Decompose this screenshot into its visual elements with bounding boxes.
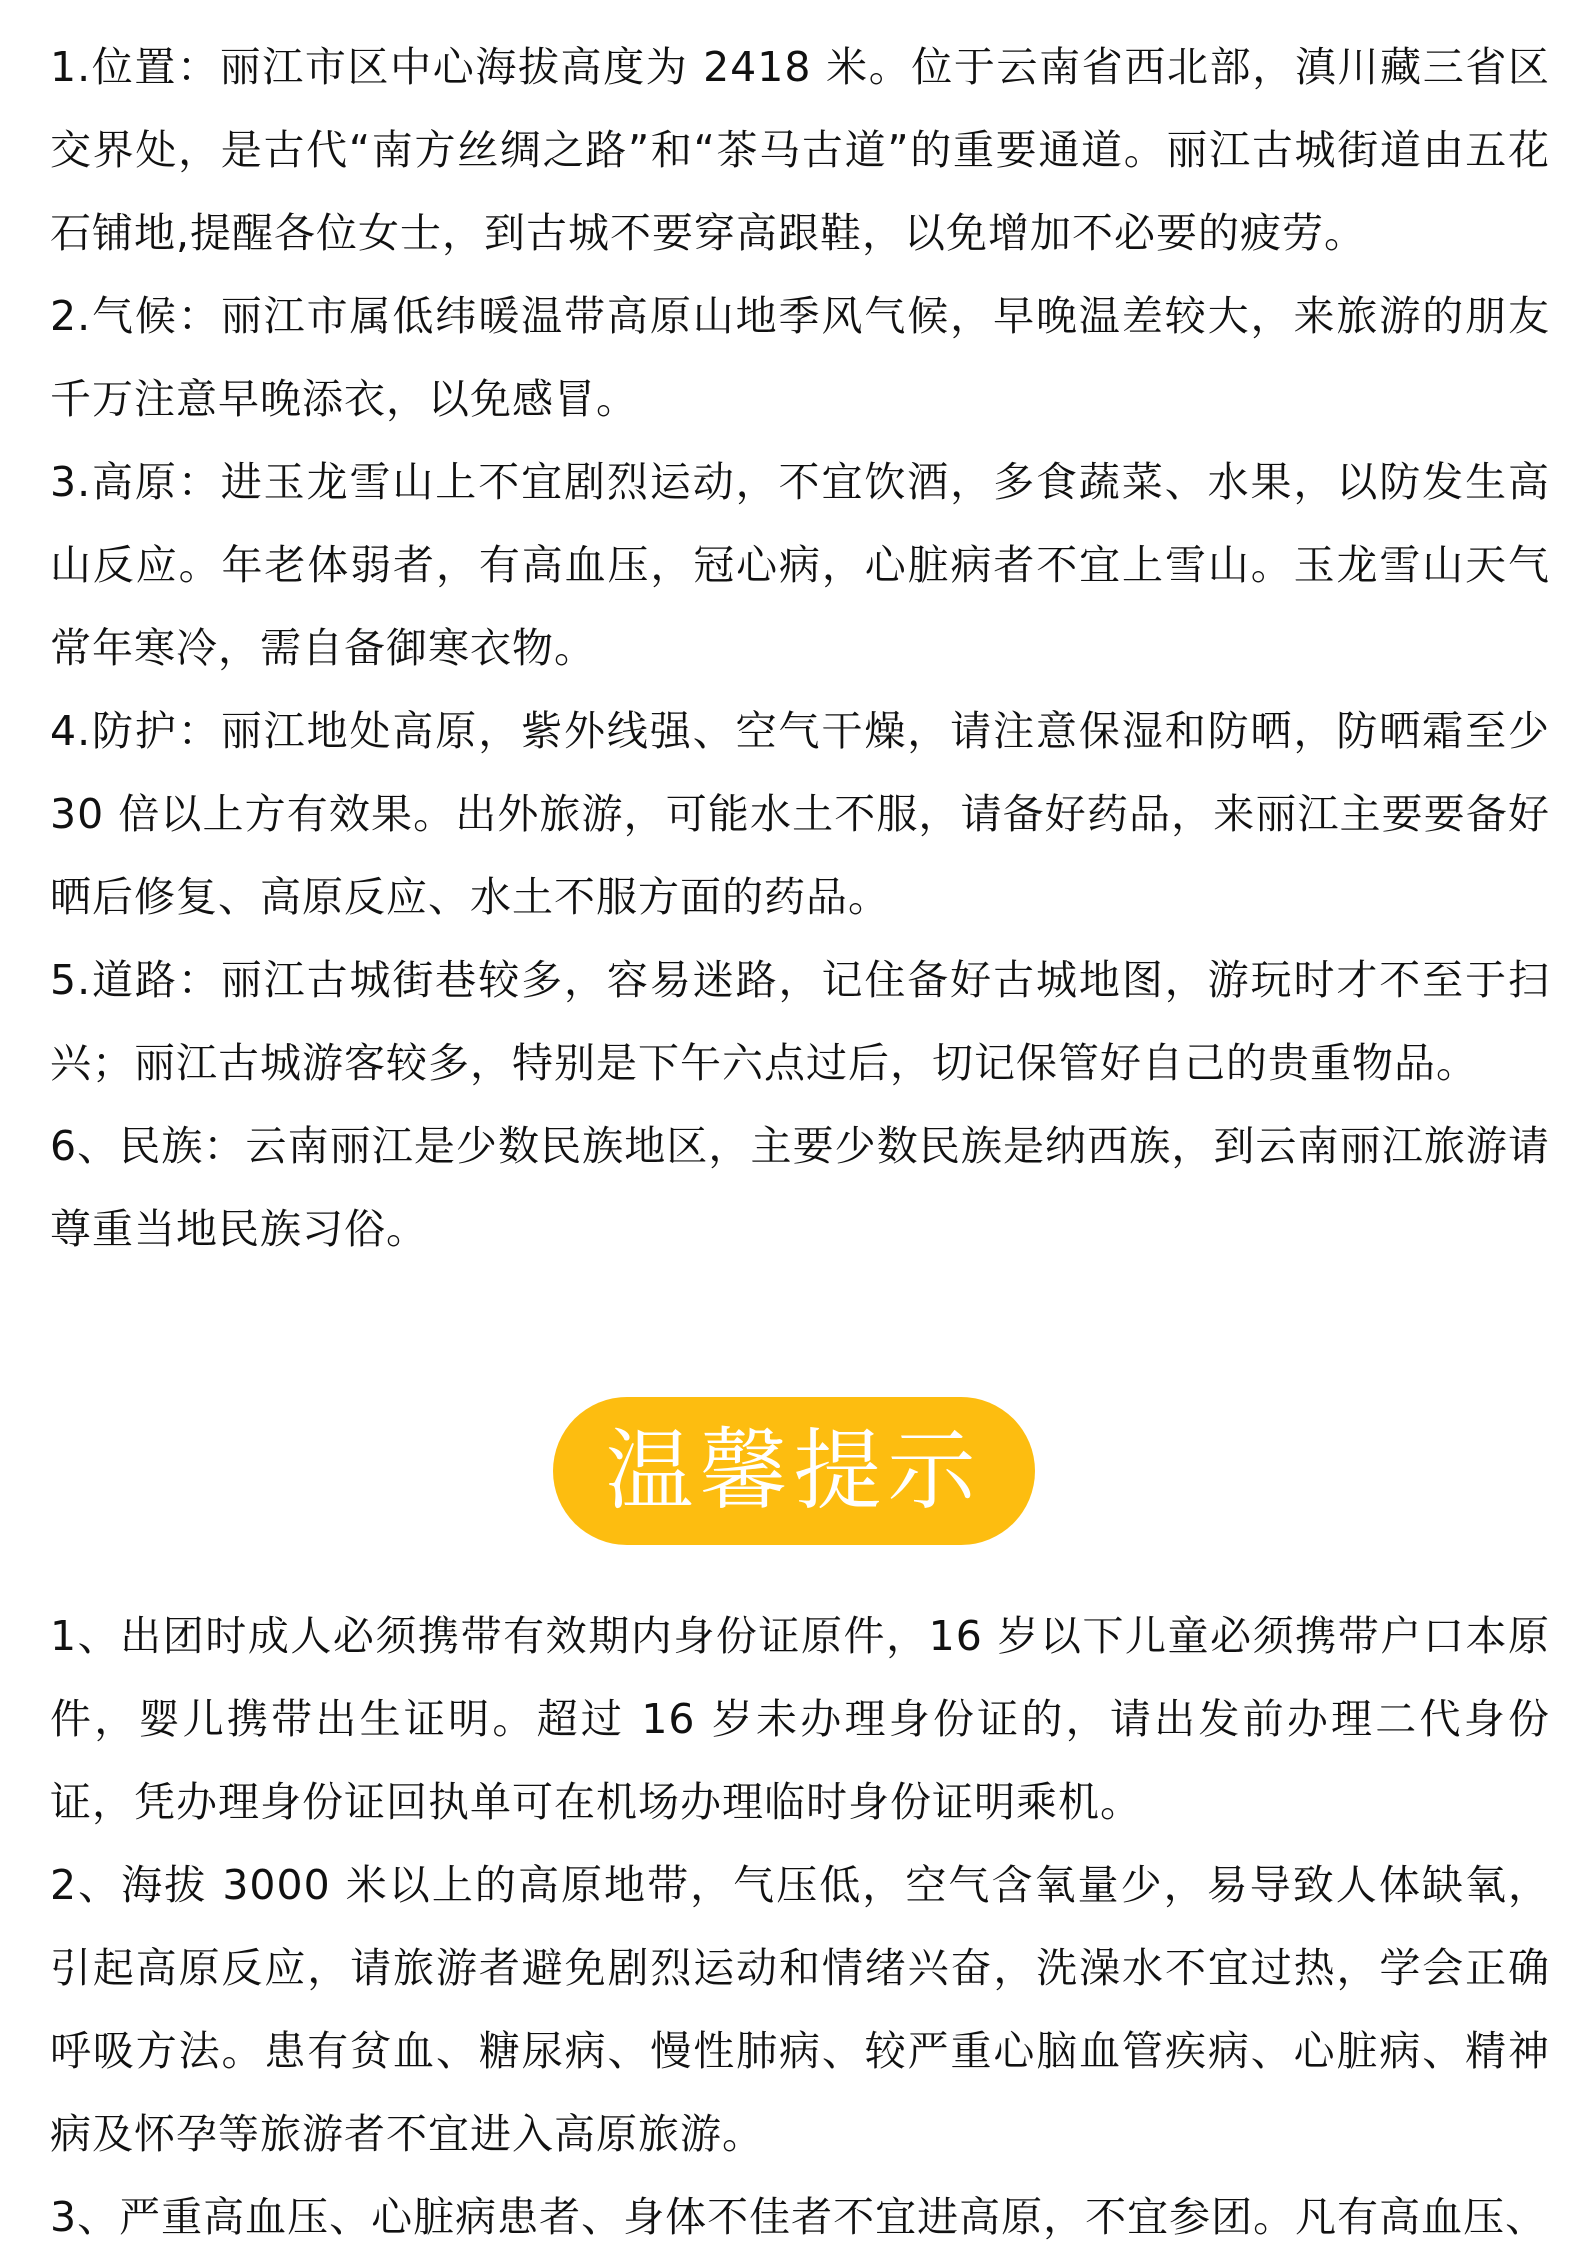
note-climate: 2.气候：丽江市属低纬暖温带高原山地季风气候，早晚温差较大，来旅游的朋友千万注意早晚添衣，以免感冒。	[50, 292, 1550, 423]
note-protection: 4.防护：丽江地处高原，紫外线强、空气干燥，请注意保湿和防晒，防晒霜至少 30 倍以上方有效果。出外旅游，可能水土不服，请备好药品，来丽江主要要备好晒后修复、高原反应、水土不服方面的药品。	[50, 707, 1550, 921]
note-altitude: 3.高原：进玉龙雪山上不宜剧烈运动，不宜饮酒，多食蔬菜、水果，以防发生高山反应。年老体弱者，有高血压，冠心病，心脏病者不宜上雪山。玉龙雪山天气常年寒冷，需自备御寒衣物。	[50, 458, 1550, 672]
tips-badge	[553, 1397, 1035, 1545]
tip-high-altitude: 2、海拔 3000 米以上的高原地带，气压低，空气含氧量少，易导致人体缺氧，引起高原反应，请旅游者避免剧烈运动和情绪兴奋，洗澡水不宜过热，学会正确呼吸方法。患有贫血、糖尿病、慢性肺病、较严重心脑血管疾病、心脏病、精神病及怀孕等旅游者不宜进入高原旅游。	[50, 1861, 1550, 2158]
tip-health-conditions: 3、严重高血压、心脏病患者、身体不佳者不宜进高原，不宜参团。凡有高血压、	[50, 2193, 1548, 2241]
tips-title: 温馨提示	[605, 1419, 982, 1522]
tips-header	[0, 1397, 1587, 1545]
note-roads: 5.道路：丽江古城街巷较多，容易迷路，记住备好古城地图，游玩时才不至于扫兴；丽江古城游客较多，特别是下午六点过后，切记保管好自己的贵重物品。	[50, 956, 1550, 1087]
travel-notes-section	[50, 26, 1550, 1271]
warm-tips-section	[50, 1595, 1550, 2259]
note-location: 1.位置：丽江市区中心海拔高度为 2418 米。位于云南省西北部，滇川藏三省区交界处，是古代“南方丝绸之路”和“茶马古道”的重要通道。丽江古城街道由五花石铺地,提醒各位女士，到古城不要穿高跟鞋，以免增加不必要的疲劳。	[50, 43, 1550, 257]
note-ethnicity: 6、民族：云南丽江是少数民族地区，主要少数民族是纳西族，到云南丽江旅游请尊重当地民族习俗。	[50, 1122, 1550, 1253]
tip-id-documents: 1、出团时成人必须携带有效期内身份证原件，16 岁以下儿童必须携带户口本原件，婴儿携带出生证明。超过 16 岁未办理身份证的，请出发前办理二代身份证，凭办理身份证回执单可在机场办理临时身份证明乘机。	[50, 1612, 1550, 1826]
